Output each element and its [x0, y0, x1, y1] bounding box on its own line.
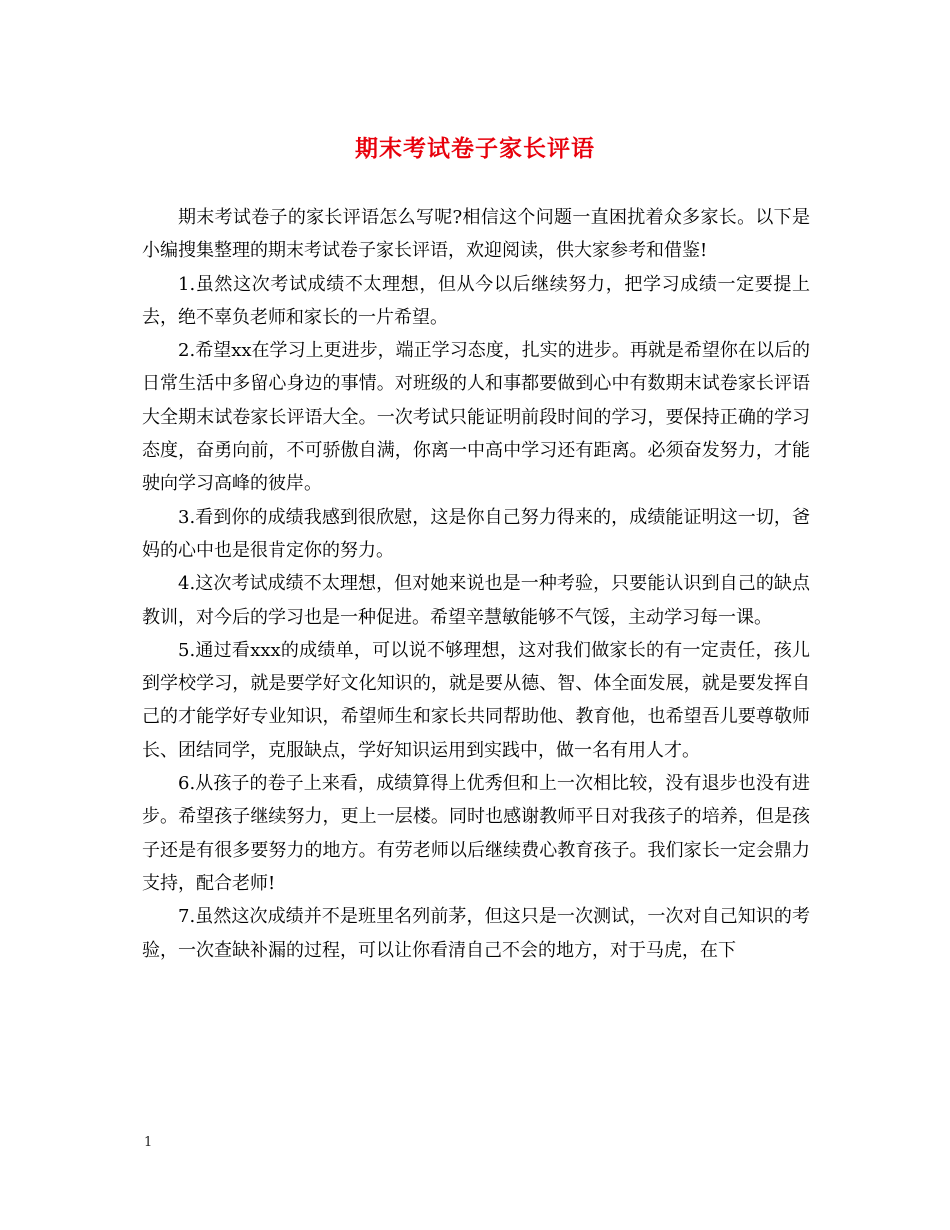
comment-paragraph-2: 2.希望xx在学习上更进步，端正学习态度，扎实的进步。再就是希望你在以后的日常生活中多留心身边的事情。对班级的人和事都要做到心中有数期末试卷家长评语大全期末试卷家长评语大全。一次考试只能证明前段时间的学习，要保持正确的学习态度，奋勇向前，不可骄傲自满，你离一中高中学习还有距离。必须奋发努力，才能驶向学习高峰的彼岸。	[142, 340, 810, 495]
document-body	[142, 201, 810, 967]
comment-paragraph-6: 6.从孩子的卷子上来看，成绩算得上优秀但和上一次相比较，没有退步也没有进步。希望孩子继续努力，更上一层楼。同时也感谢教师平日对我孩子的培养，但是孩子还是有很多要努力的地方。有劳老师以后继续费心教育孩子。我们家长一定会鼎力支持，配合老师!	[142, 773, 810, 894]
document-title: 期末考试卷子家长评语	[355, 135, 595, 162]
intro-paragraph: 期末考试卷子的家长评语怎么写呢?相信这个问题一直困扰着众多家长。以下是小编搜集整理的期末考试卷子家长评语，欢迎阅读，供大家参考和借鉴!	[142, 207, 810, 262]
comment-paragraph-5: 5.通过看xxx的成绩单，可以说不够理想，这对我们做家长的有一定责任，孩儿到学校学习，就是要学好文化知识的，就是要从德、智、体全面发展，就是要发挥自己的才能学好专业知识，希望师生和家长共同帮助他、教育他，也希望吾儿要尊敬师长、团结同学，克服缺点，学好知识运用到实践中，做一名有用人才。	[142, 639, 810, 761]
comment-paragraph-4: 4.这次考试成绩不太理想，但对她来说也是一种考验，只要能认识到自己的缺点教训，对今后的学习也是一种促进。希望辛慧敏能够不气馁，主动学习每一课。	[142, 573, 810, 628]
comment-paragraph-3: 3.看到你的成绩我感到很欣慰，这是你自己努力得来的，成绩能证明这一切，爸妈的心中也是很肯定你的努力。	[142, 506, 810, 561]
page-number: 1	[144, 1135, 153, 1150]
comment-paragraph-1: 1.虽然这次考试成绩不太理想，但从今以后继续努力，把学习成绩一定要提上去，绝不辜负老师和家长的一片希望。	[142, 273, 810, 328]
comment-paragraph-7: 7.虽然这次成绩并不是班里名列前茅，但这只是一次测试，一次对自己知识的考验，一次查缺补漏的过程，可以让你看清自己不会的地方，对于马虎，在下	[142, 906, 810, 961]
